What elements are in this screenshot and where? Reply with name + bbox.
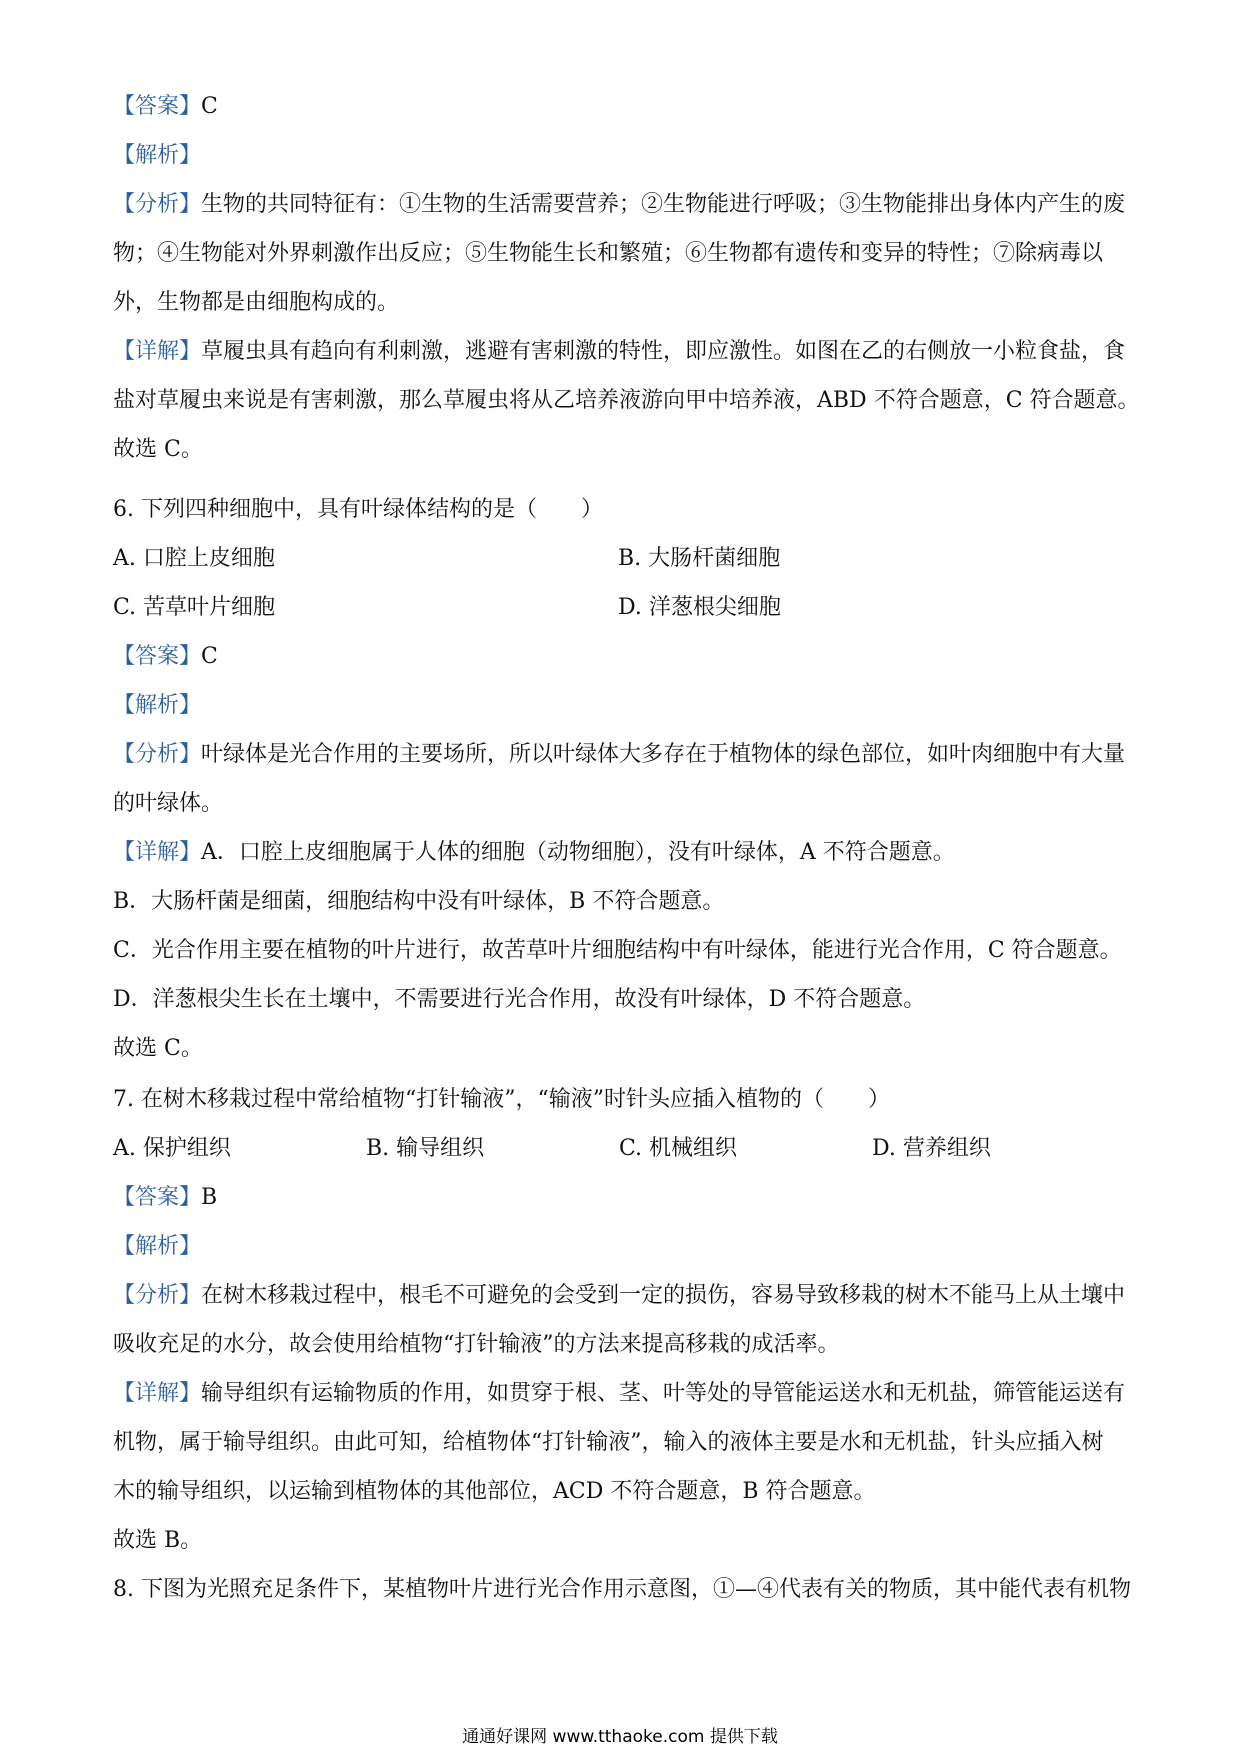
xiangjie-line: 【详解】A．口腔上皮细胞属于人体的细胞（动物细胞），没有叶绿体，A 不符合题意。 bbox=[113, 840, 955, 865]
xiangjie-line: B．大肠杆菌是细菌，细胞结构中没有叶绿体，B 不符合题意。 bbox=[113, 889, 725, 914]
page-footer: 通通好课网 www.tthaoke.com 提供下载 bbox=[462, 1727, 778, 1747]
answer-line bbox=[113, 82, 1128, 131]
xiangjie-line: D．洋葱根尖生长在土壤中，不需要进行光合作用，故没有叶绿体，D 不符合题意。 bbox=[113, 987, 926, 1012]
question-6 bbox=[113, 485, 1128, 1073]
question-8 bbox=[113, 1565, 1131, 1614]
options-row bbox=[113, 583, 1128, 632]
xiangjie-line: 【详解】输导组织有运输物质的作用，如贯穿于根、茎、叶等处的导管能运送水和无机盐，筛管能运送有 bbox=[113, 1381, 1126, 1406]
answer-line bbox=[113, 632, 1128, 681]
answer-value: C bbox=[201, 644, 218, 669]
xiangjie-tag: 【详解】 bbox=[113, 840, 202, 865]
xiangjie-line: 故选 C。 bbox=[113, 437, 203, 462]
analysis-heading: 【解析】 bbox=[113, 143, 202, 168]
option-d: D. 洋葱根尖细胞 bbox=[618, 595, 781, 620]
question-stem: 8. 下图为光照充足条件下，某植物叶片进行光合作用示意图，①—④代表有关的物质，其中能代表有机物 bbox=[113, 1577, 1131, 1602]
fenxi-line: 外，生物都是由细胞构成的。 bbox=[113, 290, 400, 315]
fenxi-tag: 【分析】 bbox=[113, 1283, 202, 1308]
question-stem: 7. 在树木移栽过程中常给植物“打针输液”，“输液”时针头应插入植物的（ ） bbox=[113, 1087, 890, 1112]
option-d: D. 营养组织 bbox=[872, 1136, 991, 1161]
xiangjie-line: 木的输导组织，以运输到植物体的其他部位，ACD 不符合题意，B 符合题意。 bbox=[113, 1479, 876, 1504]
xiangjie-line: 故选 C。 bbox=[113, 1036, 203, 1061]
fenxi-line: 【分析】生物的共同特征有：①生物的生活需要营养；②生物能进行呼吸；③生物能排出身体内产生的废 bbox=[113, 192, 1126, 217]
answer-tag: 【答案】 bbox=[113, 94, 202, 119]
answer-tag: 【答案】 bbox=[113, 644, 202, 669]
fenxi-tag: 【分析】 bbox=[113, 192, 202, 217]
options-row bbox=[113, 1124, 1128, 1173]
option-c: C. 苦草叶片细胞 bbox=[113, 595, 276, 620]
xiangjie-line: 故选 B。 bbox=[113, 1528, 203, 1553]
question-stem: 6. 下列四种细胞中，具有叶绿体结构的是（ ） bbox=[113, 497, 603, 522]
option-b: B. 输导组织 bbox=[366, 1136, 485, 1161]
question-7 bbox=[113, 1075, 1128, 1565]
fenxi-line: 吸收充足的水分，故会使用给植物“打针输液”的方法来提高移栽的成活率。 bbox=[113, 1332, 840, 1357]
xiangjie-line: C．光合作用主要在植物的叶片进行，故苦草叶片细胞结构中有叶绿体，能进行光合作用，C 符合题意。 bbox=[113, 938, 1122, 963]
option-c: C. 机械组织 bbox=[619, 1136, 738, 1161]
xiangjie-line: 机物，属于输导组织。由此可知，给植物体“打针输液”，输入的液体主要是水和无机盐，针头应插入树 bbox=[113, 1430, 1104, 1455]
xiangjie-line: 盐对草履虫来说是有害刺激，那么草履虫将从乙培养液游向甲中培养液，ABD 不符合题意，C 符合题意。 bbox=[113, 388, 1140, 413]
q5-answer-section bbox=[113, 82, 1140, 474]
xiangjie-line: 【详解】草履虫具有趋向有利刺激，逃避有害刺激的特性，即应激性。如图在乙的右侧放一小粒食盐，食 bbox=[113, 339, 1126, 364]
answer-tag: 【答案】 bbox=[113, 1185, 202, 1210]
answer-value: C bbox=[201, 94, 218, 119]
fenxi-line: 物；④生物能对外界刺激作出反应；⑤生物能生长和繁殖；⑥生物都有遗传和变异的特性；⑦除病毒以 bbox=[113, 241, 1104, 266]
options-row bbox=[113, 534, 1128, 583]
fenxi-line: 的叶绿体。 bbox=[113, 791, 224, 816]
answer-value: B bbox=[201, 1185, 218, 1210]
analysis-heading: 【解析】 bbox=[113, 1234, 202, 1259]
option-a: A. 口腔上皮细胞 bbox=[113, 546, 275, 571]
fenxi-line: 【分析】在树木移栽过程中，根毛不可避免的会受到一定的损伤，容易导致移栽的树木不能马上从土壤中 bbox=[113, 1283, 1126, 1308]
xiangjie-tag: 【详解】 bbox=[113, 339, 202, 364]
xiangjie-tag: 【详解】 bbox=[113, 1381, 202, 1406]
answer-line bbox=[113, 1173, 1128, 1222]
analysis-heading: 【解析】 bbox=[113, 693, 202, 718]
fenxi-line: 【分析】叶绿体是光合作用的主要场所，所以叶绿体大多存在于植物体的绿色部位，如叶肉细胞中有大量 bbox=[113, 742, 1126, 767]
option-a: A. 保护组织 bbox=[113, 1136, 231, 1161]
fenxi-tag: 【分析】 bbox=[113, 742, 202, 767]
option-b: B. 大肠杆菌细胞 bbox=[618, 546, 781, 571]
